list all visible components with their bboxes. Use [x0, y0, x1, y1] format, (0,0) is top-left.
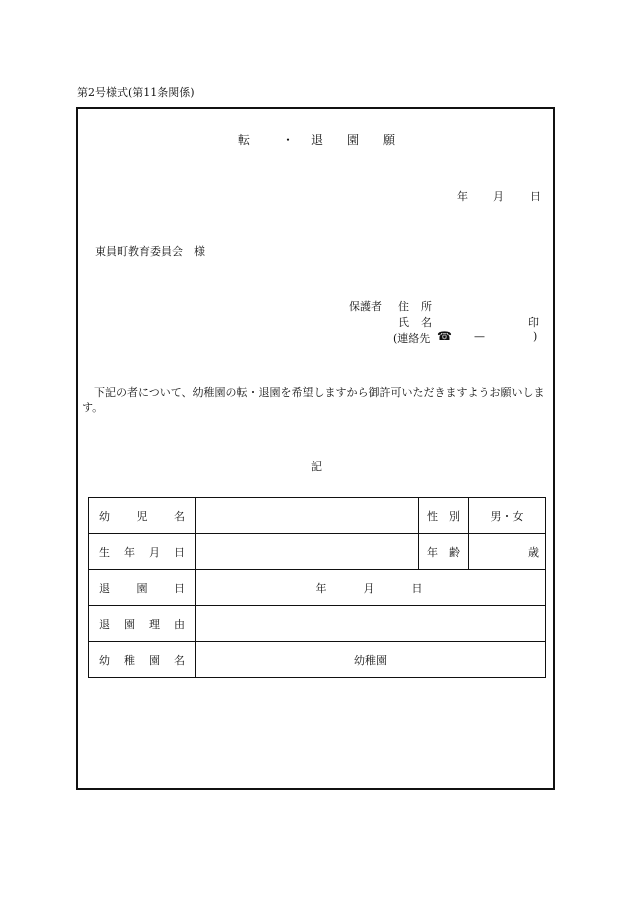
child-name-field[interactable]	[196, 498, 419, 534]
label-char: 日	[174, 581, 185, 595]
table-row	[89, 498, 546, 534]
label-char: 生	[99, 545, 110, 559]
addressee: 東員町教育委員会 様	[95, 245, 205, 258]
label-char: 園	[149, 653, 160, 667]
form-number-label: 第2号様式(第11条関係)	[77, 86, 195, 99]
table-row	[89, 606, 546, 642]
table-row	[89, 642, 546, 678]
label-cell	[89, 642, 196, 678]
label-char: 退	[99, 581, 110, 595]
label-char: 幼	[99, 653, 110, 667]
label-char: 児	[136, 509, 148, 523]
wd-month: 月	[363, 581, 375, 595]
label-char: 由	[174, 617, 185, 631]
reason-field[interactable]	[196, 606, 546, 642]
label-char: 稚	[124, 653, 135, 667]
withdrawal-date-field[interactable]	[196, 570, 546, 606]
date-year: 年	[457, 190, 468, 203]
date-day: 日	[530, 190, 541, 203]
table-row	[89, 534, 546, 570]
label-char: 別	[449, 509, 460, 523]
title-char: 転	[238, 133, 251, 147]
contact-label: (連絡先	[393, 332, 431, 345]
title-char: ・	[282, 133, 295, 147]
sex-field[interactable]: 男・女	[469, 498, 546, 534]
label-cell	[89, 498, 196, 534]
label-char: 日	[174, 545, 185, 559]
seal-mark: 印	[528, 316, 539, 329]
label-cell	[419, 534, 469, 570]
birth-date-field[interactable]	[196, 534, 419, 570]
label-char: 園	[124, 617, 135, 631]
label-char: 性	[427, 509, 438, 523]
details-table	[88, 497, 546, 678]
label-char: 園	[136, 581, 148, 595]
title-char: 退	[311, 133, 324, 147]
label-char: 名	[174, 509, 185, 523]
age-field[interactable]: 歳	[469, 534, 546, 570]
guardian-label: 保護者	[349, 300, 382, 313]
label-char: 年	[124, 545, 135, 559]
ki-heading: 記	[311, 460, 322, 473]
form-frame	[76, 107, 555, 790]
label-cell	[89, 606, 196, 642]
address-label-char: 住	[398, 300, 409, 313]
label-char: 齢	[449, 545, 460, 559]
label-char: 退	[99, 617, 110, 631]
address-label-char: 所	[421, 300, 432, 313]
phone-dash: —	[474, 330, 485, 343]
label-char: 年	[427, 545, 438, 559]
label-char: 名	[174, 653, 185, 667]
label-char: 月	[149, 545, 160, 559]
label-cell	[89, 534, 196, 570]
table-row	[89, 570, 546, 606]
label-cell	[419, 498, 469, 534]
contact-close: )	[533, 330, 538, 343]
title-char: 願	[383, 133, 396, 147]
kindergarten-field[interactable]: 幼稚園	[196, 642, 546, 678]
title-char: 園	[347, 133, 360, 147]
date-month: 月	[493, 190, 504, 203]
label-char: 理	[149, 617, 160, 631]
wd-year: 年	[315, 581, 327, 595]
request-text: 下記の者について、幼稚園の転・退園を希望しますから御許可いただきますようお願いします。	[82, 386, 545, 414]
wd-day: 日	[411, 581, 423, 595]
name-label-char: 氏	[398, 316, 409, 329]
name-label-char: 名	[421, 316, 432, 329]
label-cell	[89, 570, 196, 606]
phone-icon: ☎	[437, 329, 452, 343]
label-char: 幼	[99, 509, 110, 523]
